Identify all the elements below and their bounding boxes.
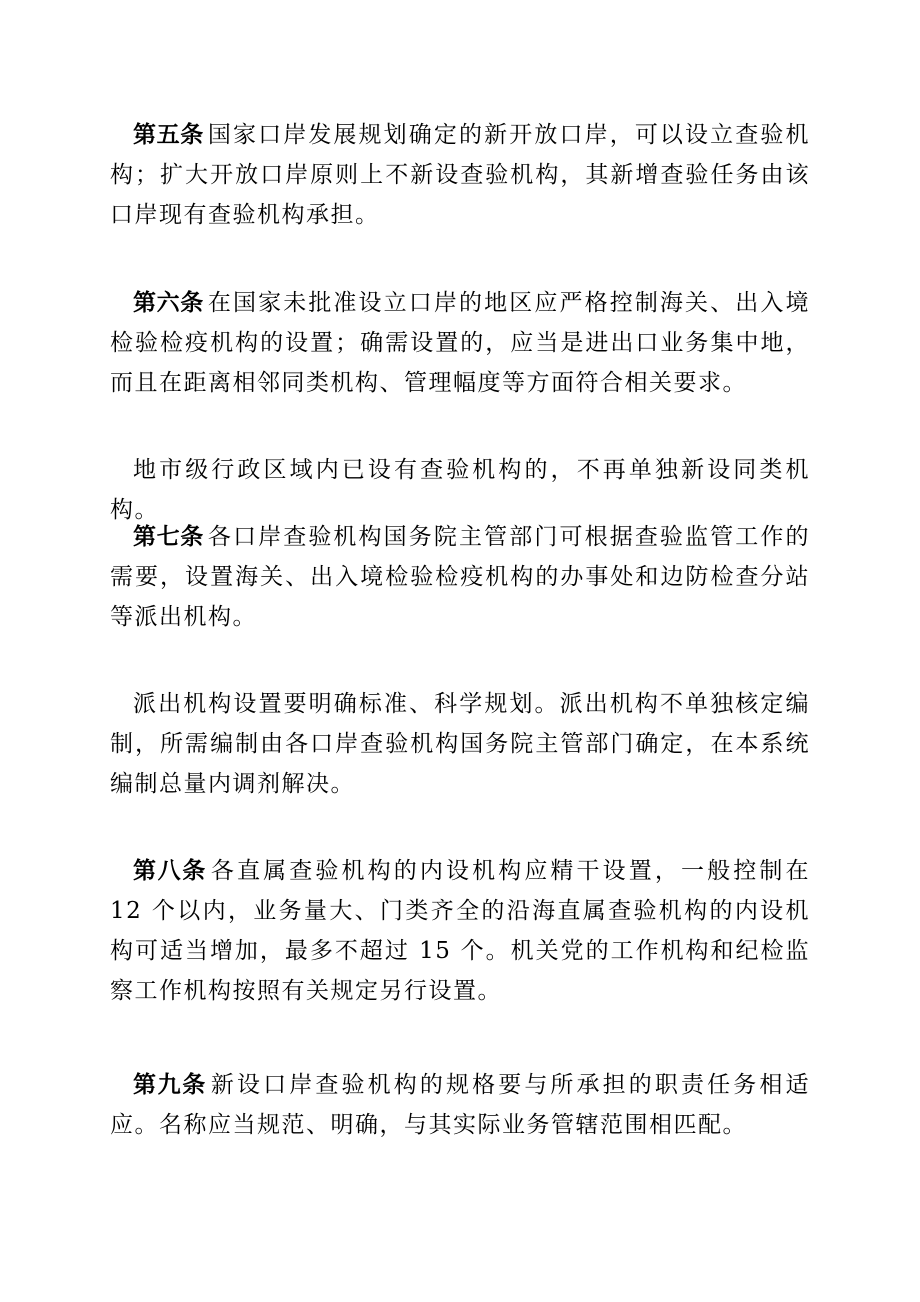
article-number: 第六条 [133, 290, 204, 316]
paragraph-article-5 [110, 115, 810, 235]
paragraph-text: 派出机构设置要明确标准、科学规划。派出机构不单独核定编制，所需编制由各口岸查验机构国务院主管部门确定，在本系统编制总量内调剂解决。 [110, 691, 810, 797]
paragraph-article-7-continued [110, 684, 810, 804]
paragraph-text: 各直属查验机构的内设机构应精干设置，一般控制在 12 个以内，业务量大、门类齐全的沿海直属查验机构的内设机构可适当增加，最多不超过 15 个。机关党的工作机构和纪检监察工作机构按照有关规定另行设置。 [110, 858, 811, 1004]
article-number: 第八条 [133, 858, 207, 884]
paragraph-article-7 [110, 517, 810, 637]
paragraph-text: 新设口岸查验机构的规格要与所承担的职责任务相适应。名称应当规范、明确，与其实际业务管辖范围相匹配。 [110, 1072, 811, 1138]
article-number: 第九条 [133, 1072, 207, 1098]
paragraph-text: 国家口岸发展规划确定的新开放口岸，可以设立查验机构；扩大开放口岸原则上不新设查验机构，其新增查验任务由该口岸现有查验机构承担。 [110, 122, 811, 228]
article-number: 第五条 [133, 122, 204, 148]
paragraph-text: 在国家未批准设立口岸的地区应严格控制海关、出入境检验检疫机构的设置；确需设置的，应当是进出口业务集中地，而且在距离相邻同类机构、管理幅度等方面符合相关要求。 [110, 290, 811, 396]
paragraph-text: 地市级行政区域内已设有查验机构的，不再单独新设同类机构。 [110, 457, 810, 523]
paragraph-article-8 [110, 851, 810, 1011]
paragraph-article-9 [110, 1065, 810, 1145]
paragraph-text: 各口岸查验机构国务院主管部门可根据查验监管工作的需要，设置海关、出入境检验检疫机构的办事处和边防检查分站等派出机构。 [110, 524, 811, 630]
paragraph-article-6 [110, 283, 810, 403]
article-number: 第七条 [133, 524, 204, 550]
